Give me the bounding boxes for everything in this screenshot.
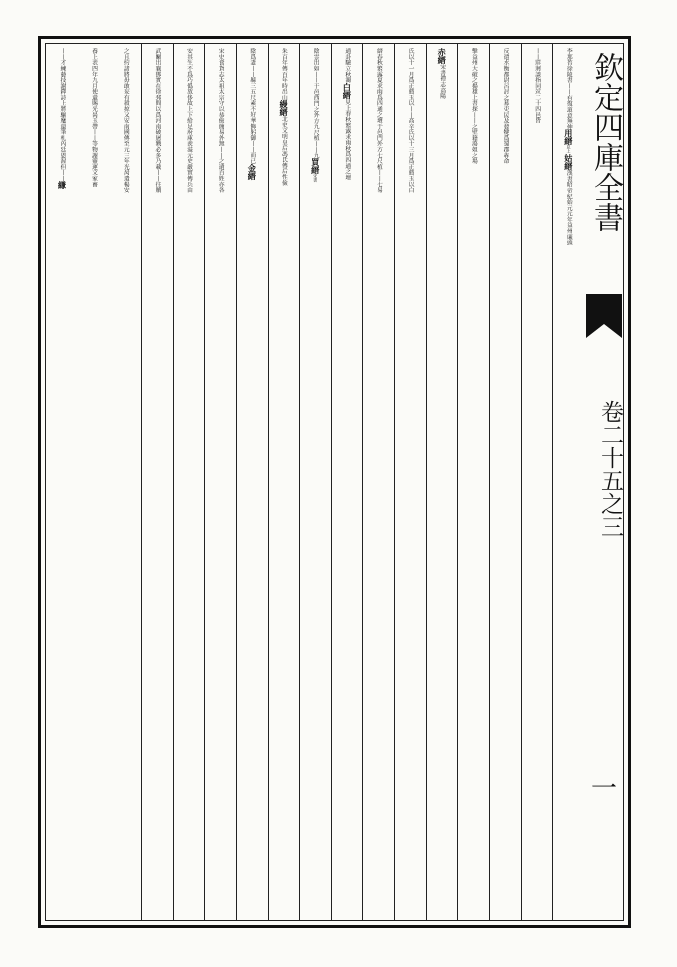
text-run: 朱百年傳百年時出山 bbox=[280, 48, 287, 101]
text-run: 陰爲妻丨丨緜三五尺 bbox=[248, 48, 255, 101]
text-column-13 bbox=[174, 48, 204, 916]
small-note: 宋書 bbox=[313, 174, 319, 183]
text-run: 縉春秋繁露夏求雨爲四通之壇于邑門外方七尺植丨丨七易 bbox=[375, 48, 382, 193]
text-column-12 bbox=[205, 48, 235, 916]
fish-tail-mark-icon bbox=[586, 294, 622, 338]
text-run: 丨有復道意無伸 bbox=[565, 88, 572, 130]
text-run: 漢書昭帝紀始元元年益州廉頭 bbox=[565, 169, 572, 246]
headword: 縉 bbox=[563, 161, 574, 170]
text-run: 宋書禮志高陽 bbox=[438, 64, 445, 100]
text-run: 丨丨牂牁談指同竝二十四邑皆 bbox=[533, 48, 540, 124]
headword: 縉 bbox=[342, 90, 353, 100]
text-run: 陰雲出如丨丨 bbox=[312, 48, 319, 83]
headword: 姑 bbox=[563, 153, 574, 162]
small-note: 見上 bbox=[566, 145, 572, 154]
text-column-14 bbox=[142, 48, 172, 916]
text-run: 宋史食貨志太祖太宗守以恭儉簡易外無丨丨之遺百姓亦各 bbox=[217, 48, 224, 193]
headword: 縉 bbox=[437, 56, 448, 65]
text-column-2 bbox=[522, 48, 552, 916]
book-title: 欽定四庫全書 bbox=[588, 52, 623, 232]
headword: 縉 bbox=[310, 166, 321, 175]
headword: 縑 bbox=[57, 181, 68, 190]
text-column-16 bbox=[79, 48, 109, 916]
headword: 金 bbox=[247, 163, 258, 172]
page-number: 一 bbox=[590, 774, 617, 804]
text-run: 李那苔徐陵書丨 bbox=[565, 48, 572, 89]
headword: 縉 bbox=[279, 108, 290, 117]
headword: 縵 bbox=[279, 100, 290, 109]
text-column-3 bbox=[490, 48, 520, 916]
text-run: 素不好華飾躬御丨丨而已 bbox=[248, 100, 255, 164]
text-column-17 bbox=[47, 48, 77, 916]
text-column-7 bbox=[363, 48, 393, 916]
text-run: 通卦驗立秋濁 bbox=[343, 48, 350, 83]
text-run: 武關出襄鄧實在徐邳間以爲河南破屠戮必多乃載丨丨往贖 bbox=[153, 48, 160, 193]
text-column-4 bbox=[458, 48, 488, 916]
juan-label: 卷二十五之三 bbox=[597, 400, 623, 538]
headword: 用 bbox=[563, 129, 574, 138]
headword: 買 bbox=[310, 158, 321, 167]
text-column-6 bbox=[395, 48, 425, 916]
text-column-15 bbox=[110, 48, 140, 916]
headword: 白 bbox=[342, 82, 353, 91]
text-run: 之且約諸將毋敢妄有殺掠又安南國傳至元三年光昺遣楊安 bbox=[122, 48, 129, 193]
headword: 縉 bbox=[247, 171, 258, 181]
text-column-9 bbox=[300, 48, 330, 916]
text-column-8 bbox=[332, 48, 362, 916]
text-run: 于邑西門之外方九尺植丨丨九 bbox=[312, 82, 319, 159]
text-run: 丨丨才練藝技謝鐸詩上將驅麾還筆札內廷恩渥但丨丨 bbox=[58, 48, 65, 182]
text-column-5 bbox=[427, 48, 457, 916]
text-column-10 bbox=[269, 48, 299, 916]
text-run: 北史文明皇后馮氏傳后性儉 bbox=[280, 116, 287, 186]
text-column-11 bbox=[237, 48, 267, 916]
text-run: 養上表四年九月使還賜光昺玉帶丨丨等物謝靈運文家畜 bbox=[90, 48, 97, 187]
headword: 赤 bbox=[437, 48, 448, 57]
text-run: 安其生不爲巧僞放侈故上下給足府庫羨溢元史嚴實傳兵由 bbox=[185, 48, 192, 193]
headword: 縉 bbox=[563, 137, 574, 146]
text-run: 擊益州大破之揚雄上書探丨丨之壁籍蕩姐之場 bbox=[470, 48, 477, 164]
text-run: 氏以十一月爲正薦玉以丨丨高辛氏以十三月爲正薦玉以白 bbox=[407, 48, 414, 193]
text-run: 見上春秋繁露求雨秋爲四通之壇 bbox=[343, 99, 350, 181]
text-column-1 bbox=[553, 48, 583, 916]
text-run: 反遣水衡都尉呂討之募吏民及發犍爲蜀郡犇命 bbox=[501, 48, 508, 164]
